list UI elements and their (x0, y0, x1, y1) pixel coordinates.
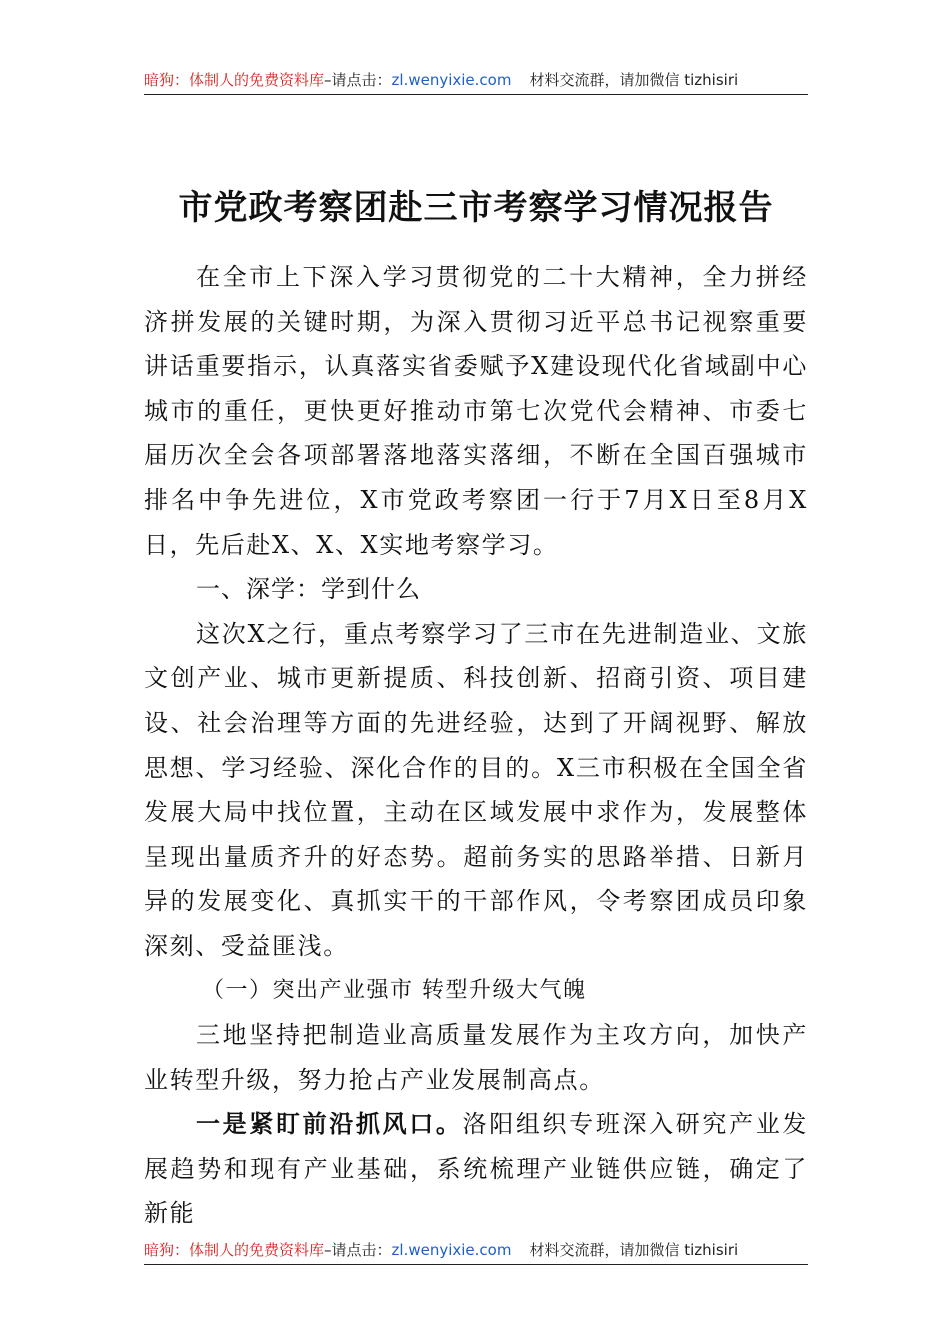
point-lead: 一是紧盯前沿抓风口。 (196, 1110, 463, 1139)
banner-label: 暗狗：体制人的免费资料库 (144, 1241, 325, 1259)
banner-click-text: –请点击： (324, 1241, 392, 1259)
document-title: 市党政考察团赴三市考察学习情况报告 (178, 187, 774, 228)
banner-url-link[interactable]: zl.wenyixie.com (391, 1241, 512, 1259)
document-body (144, 255, 808, 1236)
banner-group-text: 材料交流群，请加微信 tizhisiri (529, 71, 739, 89)
banner-url-link[interactable]: zl.wenyixie.com (391, 71, 512, 89)
banner-label: 暗狗：体制人的免费资料库 (144, 71, 325, 89)
intro-paragraph: 在全市上下深入学习贯彻党的二十大精神，全力拼经济拼发展的关键时期，为深入贯彻习近平总书记视察重要讲话重要指示，认真落实省委赋予X建设现代化省域副中心城市的重任，更快更好推动市第七次党代会精神、市委七届历次全会各项部署落地落实落细，不断在全国百强城市排名中争先进位，X市党政考察团一行于7月X日至8月X日，先后赴X、X、X实地考察学习。 (144, 263, 808, 559)
banner-click-text: –请点击： (324, 71, 392, 89)
banner-group-text: 材料交流群，请加微信 tizhisiri (529, 1241, 739, 1259)
section-paragraph: 这次X之行，重点考察学习了三市在先进制造业、文旅文创产业、城市更新提质、科技创新、招商引资、项目建设、社会治理等方面的先进经验，达到了开阔视野、解放思想、学习经验、深化合作的目的。X三市积极在全国全省发展大局中找位置，主动在区域发展中求作为，发展整体呈现出量质齐升的好态势。超前务实的思路举措、日新月异的发展变化、真抓实干的干部作风，令考察团成员印象深刻、受益匪浅。 (144, 619, 808, 960)
top-banner (144, 70, 808, 95)
section-heading: 一、深学：学到什么 (196, 575, 421, 604)
subsection-paragraph: 三地坚持把制造业高质量发展作为主攻方向，加快产业转型升级，努力抢占产业发展制高点。 (144, 1021, 808, 1094)
bottom-banner (144, 1240, 808, 1265)
point-paragraph (144, 1102, 808, 1236)
subsection-heading: （一）突出产业强市 转型升级大气魄 (202, 977, 587, 1003)
point-text: 洛阳组织专班深入研究产业发展趋势和现有产业基础，系统梳理产业链供应链，确定了新能 (144, 1110, 808, 1228)
